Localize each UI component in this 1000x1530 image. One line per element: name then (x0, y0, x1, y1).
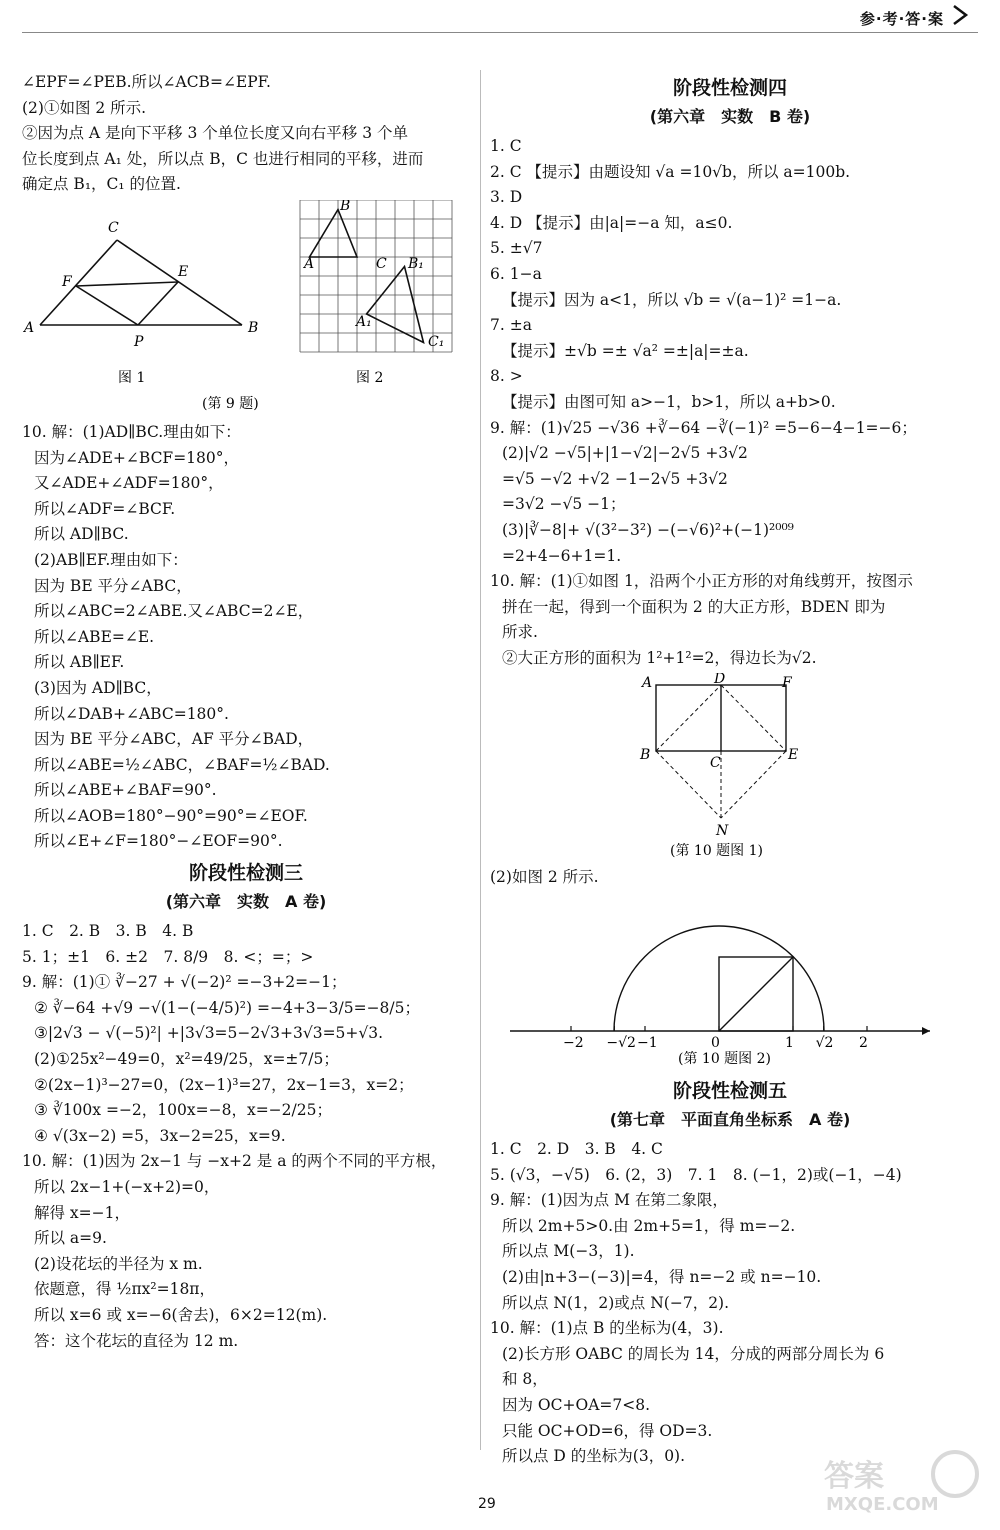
text-line: 又∠ADE+∠ADF=180°， (34, 474, 224, 493)
tick-label: −2 (563, 1035, 584, 1052)
text-line: 1. C 2. B 3. B 4. B (22, 922, 194, 941)
fig2-label: B₁ (408, 255, 424, 272)
figure-1-triangle (22, 220, 258, 386)
text-line: 所求. (502, 623, 538, 642)
fig1-label: P (134, 333, 144, 350)
svg-text:答案: 答案 (824, 1459, 884, 1494)
fig2-caption: 图 2 (356, 369, 384, 386)
figure-q10-1 (490, 673, 970, 863)
header-rule (22, 32, 978, 33)
number-line-ticks (563, 1026, 868, 1051)
figure-q10-2 (490, 893, 970, 1073)
text-line: 所以点 M(−3，1). (502, 1242, 635, 1261)
fig2-label: A (304, 255, 315, 272)
text-line: (2)①25x²−49=0，x²=49/25，x=±7/5； (34, 1050, 339, 1069)
fig2-label: B (340, 199, 351, 214)
text-line: 7. ±a (490, 316, 532, 335)
figure-2-grid (300, 200, 452, 386)
text-line: 1. C 2. D 3. B 4. C (490, 1140, 663, 1159)
text-line: 所以 AB∥EF. (34, 653, 125, 672)
text-line: 6. 1−a (490, 264, 542, 283)
text-line: 5. 1；±1 6. ±2 7. 8/9 8. <；=；> (22, 947, 314, 966)
text-line: (3)|∛−8|+ √(3²−3²) −(−√6)²+(−1)²⁰⁰⁹ (502, 520, 794, 539)
text-line: ∠EPF=∠PEB.所以∠ACB=∠EPF. (22, 73, 271, 91)
text-line: =3√2 −√5 −1； (502, 495, 626, 514)
text-line: 所以∠ABE=∠E. (34, 627, 155, 646)
fig1-label: E (178, 263, 189, 280)
text-line: 答：这个花坛的直径为 12 m. (34, 1331, 239, 1350)
fig3-label: B (640, 747, 651, 764)
text-line: 所以 x=6 或 x=−6(舍去)，6×2=12(m). (34, 1305, 328, 1324)
text-line: 依题意，得 ½πx²=18π， (34, 1280, 215, 1299)
text-line: (2)①如图 2 所示. (22, 98, 147, 117)
fig3-label: C (710, 755, 721, 772)
text-line: ②因为点 A 是向下平移 3 个单位长度又向右平移 3 个单 (22, 124, 408, 143)
text-line: 所以∠ABE+∠BAF=90°. (34, 781, 217, 800)
text-line: 5. (√3，−√5) 6. (2，3) 7. 1 8. (−1，2)或(−1，−4) (490, 1165, 902, 1184)
text-line: 1. C (490, 137, 522, 155)
text-line: 解得 x=−1， (34, 1203, 131, 1222)
fig4-caption: (第 10 题图 2) (678, 1051, 771, 1068)
tick-label: 2 (859, 1035, 868, 1052)
text-line: 因为 BE 平分∠ABC，AF 平分∠BAD， (34, 730, 314, 749)
text-line: ②大正方形的面积为 1²+1²=2，得边长为√2. (502, 648, 817, 667)
text-line: 所以∠DAB+∠ABC=180°. (34, 704, 229, 723)
fig3-label: F (782, 675, 792, 692)
text-line: ④ √(3x−2) =5，3x−2=25，x=9. (34, 1126, 286, 1145)
tick-label: 1 (785, 1035, 794, 1052)
text-line: 【提示】因为 a<1，所以 √b = √(a−1)² =1−a. (502, 290, 842, 309)
text-line: 4. D 【提示】由|a|=−a 知，a≤0. (490, 213, 733, 232)
text-line: 所以点 D 的坐标为(3，0). (502, 1447, 686, 1466)
text-line: 因为∠ADE+∠BCF=180°， (34, 448, 240, 467)
fig3-label: N (716, 823, 729, 840)
chevron-right-icon (948, 4, 970, 26)
triangle-abc (310, 209, 358, 257)
header-label: 参·考·答·案 (859, 10, 944, 28)
fig2-label: C₁ (428, 333, 445, 350)
text-line: 所以∠E+∠F=180°−∠EOF=90°. (34, 832, 283, 851)
text-line: 因为 BE 平分∠ABC， (34, 576, 192, 595)
fig1-label: F (62, 273, 72, 290)
section-title: 阶段性检测五 (672, 1080, 787, 1103)
text-line: 【提示】±√b =± √a² =±|a|=±a. (502, 341, 749, 360)
text-line: 所以∠ABE=½∠ABC，∠BAF=½∠BAD. (34, 755, 330, 774)
text-line: (2)由|n+3−(−3)|=4，得 n=−2 或 n=−10. (502, 1268, 822, 1287)
column-divider (480, 70, 481, 1450)
text-line: 所以∠ADF=∠BCF. (34, 499, 176, 518)
figure-caption: (第 9 题) (202, 395, 259, 412)
text-line: 所以∠ABC=2∠ABE.又∠ABC=2∠E， (34, 602, 314, 621)
text-line: 8. > (490, 367, 523, 386)
tick-label: −1 (637, 1035, 658, 1052)
text-line: 【提示】由图可知 a>−1，b>1，所以 a+b>0. (502, 392, 836, 411)
text-line: ②(2x−1)³−27=0，(2x−1)³=27，2x−1=3，x=2； (34, 1075, 414, 1094)
text-line: 5. ±√7 (490, 239, 543, 258)
right-column (490, 70, 970, 1470)
text-line: 所以 2m+5>0.由 2m+5=1，得 m=−2. (502, 1216, 796, 1235)
fig2-label: C (376, 255, 387, 272)
text-line: (2)如图 2 所示. (490, 868, 599, 887)
text-line: 9. 解：(1)① ∛−27 + √(−2)² =−3+2=−1； (22, 973, 347, 992)
fig1-caption: 图 1 (118, 369, 146, 386)
section-3-answers (22, 919, 470, 1354)
text-line: (3)因为 AD∥BC， (34, 678, 162, 697)
text-line: ② ∛−64 +√9 −√(1−(−4/5)²) =−4+3−3/5=−8/5； (34, 998, 421, 1017)
text-line: ③ ∛100x =−2，100x=−8，x=−2/25； (34, 1101, 332, 1120)
fig1-label: B (248, 319, 259, 336)
text-line: 10. 解：(1)因为 2x−1 与 −x+2 是 a 的两个不同的平方根， (22, 1152, 447, 1171)
text-line: 10. 解：(1)①如图 1，沿两个小正方形的对角线剪开，按图示 (490, 572, 913, 591)
text-line: 2. C 【提示】由题设知 √a =10√b，所以 a=100b. (490, 162, 851, 181)
fig1-label: A (24, 319, 35, 336)
fig3-caption: (第 10 题图 1) (670, 843, 763, 860)
watermark-logo (820, 1446, 980, 1520)
fig2-label: A₁ (356, 313, 372, 330)
text-line: =2+4−6+1=1. (502, 546, 622, 565)
left-column (22, 70, 470, 1354)
section-subtitle: (第七章 平面直角坐标系 A 卷) (609, 1110, 851, 1130)
text-line: 3. D (490, 188, 523, 207)
text-line: 10. 解：(1)AD∥BC.理由如下： (22, 422, 241, 441)
text-line: 10. 解：(1)点 B 的坐标为(4，3). (490, 1319, 724, 1338)
text-line: 拼在一起，得到一个面积为 2 的大正方形，BDEN 即为 (502, 597, 886, 616)
text-line: 确定点 B₁，C₁ 的位置. (22, 175, 181, 194)
figure-q9 (22, 200, 470, 418)
text-line: 和 8， (502, 1370, 548, 1389)
tick-label: √2 (815, 1035, 834, 1052)
text-line: (2)设花坛的半径为 x m. (34, 1254, 203, 1273)
svg-text:MXQE.COM: MXQE.COM (826, 1494, 939, 1515)
text-line: 所以 2x−1+(−x+2)=0， (34, 1178, 220, 1196)
text-line: ③|2√3 − √(−5)²| +|3√3=5−2√3+3√3=5+√3. (34, 1024, 384, 1043)
text-line: 所以 a=9. (34, 1229, 107, 1248)
text-line: 因为 OC+OA=7<8. (502, 1396, 651, 1414)
text-line: 9. 解：(1)√25 −√36 +∛−64 −∛(−1)² =5−6−4−1=−6； (490, 418, 917, 437)
page-number: 29 (478, 1496, 496, 1512)
text-line: 位长度到点 A₁ 处，所以点 B，C 也进行相同的平移，进而 (22, 149, 424, 168)
section-4-answers (490, 134, 970, 671)
section-subtitle: (第六章 实数 B 卷) (649, 107, 811, 126)
section-subtitle: (第六章 实数 A 卷) (165, 892, 327, 912)
text-line: (2)AB∥EF.理由如下： (34, 550, 188, 569)
text-line: =√5 −√2 +√2 −1−2√5 +3√2 (502, 469, 728, 488)
text-line: 9. 解：(1)因为点 M 在第二象限， (490, 1191, 728, 1210)
q10-solution (22, 420, 470, 855)
section-title: 阶段性检测四 (672, 77, 787, 99)
section-5-answers (490, 1137, 970, 1470)
fig3-label: E (788, 747, 799, 764)
fig3-label: D (714, 673, 726, 688)
tick-label: −√2 (606, 1035, 636, 1052)
text-line: 所以∠AOB=180°−90°=90°=∠EOF. (34, 806, 308, 825)
text-line: (2)|√2 −√5|+|1−√2|−2√5 +3√2 (502, 444, 748, 463)
tick-label: 0 (711, 1035, 720, 1052)
text-line: 所以点 N(1，2)或点 N(−7，2). (502, 1293, 730, 1312)
fig3-label: A (642, 675, 653, 692)
text-line: 所以 AD∥BC. (34, 525, 129, 544)
section-title: 阶段性检测三 (188, 862, 303, 885)
fig1-label: C (108, 219, 119, 236)
text-line: 只能 OC+OD=6，得 OD=3. (502, 1421, 713, 1440)
text-line: (2)长方形 OABC 的周长为 14，分成的两部分周长为 6 (502, 1344, 885, 1363)
